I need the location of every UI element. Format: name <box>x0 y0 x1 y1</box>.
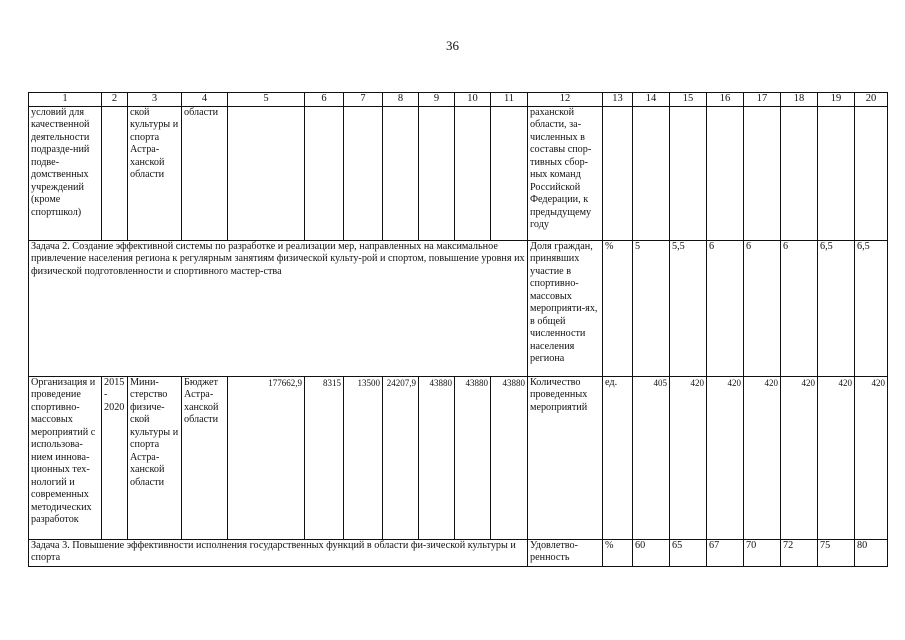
value-cell: 420 <box>855 376 888 539</box>
column-header: 13 <box>603 93 633 107</box>
column-header: 17 <box>744 93 781 107</box>
value-cell: 6 <box>744 240 781 376</box>
value-cell: 405 <box>633 376 670 539</box>
value-cell: 6 <box>707 240 744 376</box>
empty-cell <box>670 106 707 240</box>
program-table <box>28 92 888 567</box>
column-header: 7 <box>344 93 383 107</box>
empty-cell <box>344 106 383 240</box>
value-cell: 72 <box>781 539 818 566</box>
value-cell: 420 <box>707 376 744 539</box>
empty-cell <box>419 106 455 240</box>
table-row <box>29 376 888 539</box>
amount-cell: 43880 <box>419 376 455 539</box>
empty-cell <box>633 106 670 240</box>
column-header: 16 <box>707 93 744 107</box>
value-cell: 420 <box>744 376 781 539</box>
empty-cell <box>491 106 528 240</box>
amount-cell: 177662,9 <box>228 376 305 539</box>
empty-cell <box>818 106 855 240</box>
column-header: 15 <box>670 93 707 107</box>
column-header: 11 <box>491 93 528 107</box>
value-cell: 420 <box>818 376 855 539</box>
amount-cell: 8315 <box>305 376 344 539</box>
amount-cell: 24207,9 <box>383 376 419 539</box>
column-header: 6 <box>305 93 344 107</box>
column-header: 9 <box>419 93 455 107</box>
empty-cell <box>603 106 633 240</box>
value-cell: 5 <box>633 240 670 376</box>
indicator-cell: Количество проведенных мероприятий <box>528 376 603 539</box>
task-cell: Задача 2. Создание эффективной системы по разработке и реализации мер, направленных на максимальное привлечение населения региона к регулярным занятиям физической культу-рой и спортом, повышение уровня их физической подготовленности и спортивного мастер-ства <box>29 240 528 376</box>
activity-cell: Организация и проведение спортивно-массовых мероприятий с использова-нием иннова-ционных тех-нологий и современных методических разработок <box>29 376 102 539</box>
value-cell: 75 <box>818 539 855 566</box>
source-cell: Бюджет Астра-ханской области <box>182 376 228 539</box>
value-cell: 420 <box>670 376 707 539</box>
empty-cell <box>744 106 781 240</box>
task-cell: Задача 3. Повышение эффективности исполнения государственных функций в области фи-зической культуры и спорта <box>29 539 528 566</box>
header-row <box>29 93 888 107</box>
column-header: 5 <box>228 93 305 107</box>
table-row <box>29 106 888 240</box>
value-cell: 6,5 <box>818 240 855 376</box>
column-header: 3 <box>128 93 182 107</box>
table-row <box>29 539 888 566</box>
executor-cell: ской культуры и спорта Астра-ханской области <box>128 106 182 240</box>
column-header: 10 <box>455 93 491 107</box>
empty-cell <box>455 106 491 240</box>
empty-cell <box>228 106 305 240</box>
value-cell: 6 <box>781 240 818 376</box>
value-cell: 65 <box>670 539 707 566</box>
amount-cell: 43880 <box>455 376 491 539</box>
executor-cell: Мини-стерство физиче-ской культуры и спорта Астра-ханской области <box>128 376 182 539</box>
amount-cell: 13500 <box>344 376 383 539</box>
column-header: 2 <box>102 93 128 107</box>
column-header: 20 <box>855 93 888 107</box>
source-cell: области <box>182 106 228 240</box>
table-row <box>29 240 888 376</box>
empty-cell <box>383 106 419 240</box>
unit-cell: % <box>603 240 633 376</box>
indicator-cell: раханской области, за-численных в составы спор-тивных сбор-ных команд Российской Федерации, к предыдущему году <box>528 106 603 240</box>
column-header: 1 <box>29 93 102 107</box>
indicator-cell: Доля граждан, принявших участие в спортивно-массовых мероприяти-ях, в общей численности населения региона <box>528 240 603 376</box>
unit-cell: % <box>603 539 633 566</box>
value-cell: 6,5 <box>855 240 888 376</box>
column-header: 12 <box>528 93 603 107</box>
column-header: 19 <box>818 93 855 107</box>
value-cell: 60 <box>633 539 670 566</box>
value-cell: 67 <box>707 539 744 566</box>
empty-cell <box>781 106 818 240</box>
column-header: 18 <box>781 93 818 107</box>
value-cell: 70 <box>744 539 781 566</box>
column-header: 8 <box>383 93 419 107</box>
empty-cell <box>102 106 128 240</box>
column-header: 4 <box>182 93 228 107</box>
indicator-cell: Удовлетво-ренность <box>528 539 603 566</box>
page-number: 36 <box>446 38 459 53</box>
empty-cell <box>707 106 744 240</box>
value-cell: 5,5 <box>670 240 707 376</box>
value-cell: 80 <box>855 539 888 566</box>
years-cell: 2015 - 2020 <box>102 376 128 539</box>
amount-cell: 43880 <box>491 376 528 539</box>
value-cell: 420 <box>781 376 818 539</box>
unit-cell: ед. <box>603 376 633 539</box>
empty-cell <box>305 106 344 240</box>
column-header: 14 <box>633 93 670 107</box>
empty-cell <box>855 106 888 240</box>
activity-cell: условий для качественной деятельности подразде-ний подве-домственных учреждений (кроме спортшкол) <box>29 106 102 240</box>
